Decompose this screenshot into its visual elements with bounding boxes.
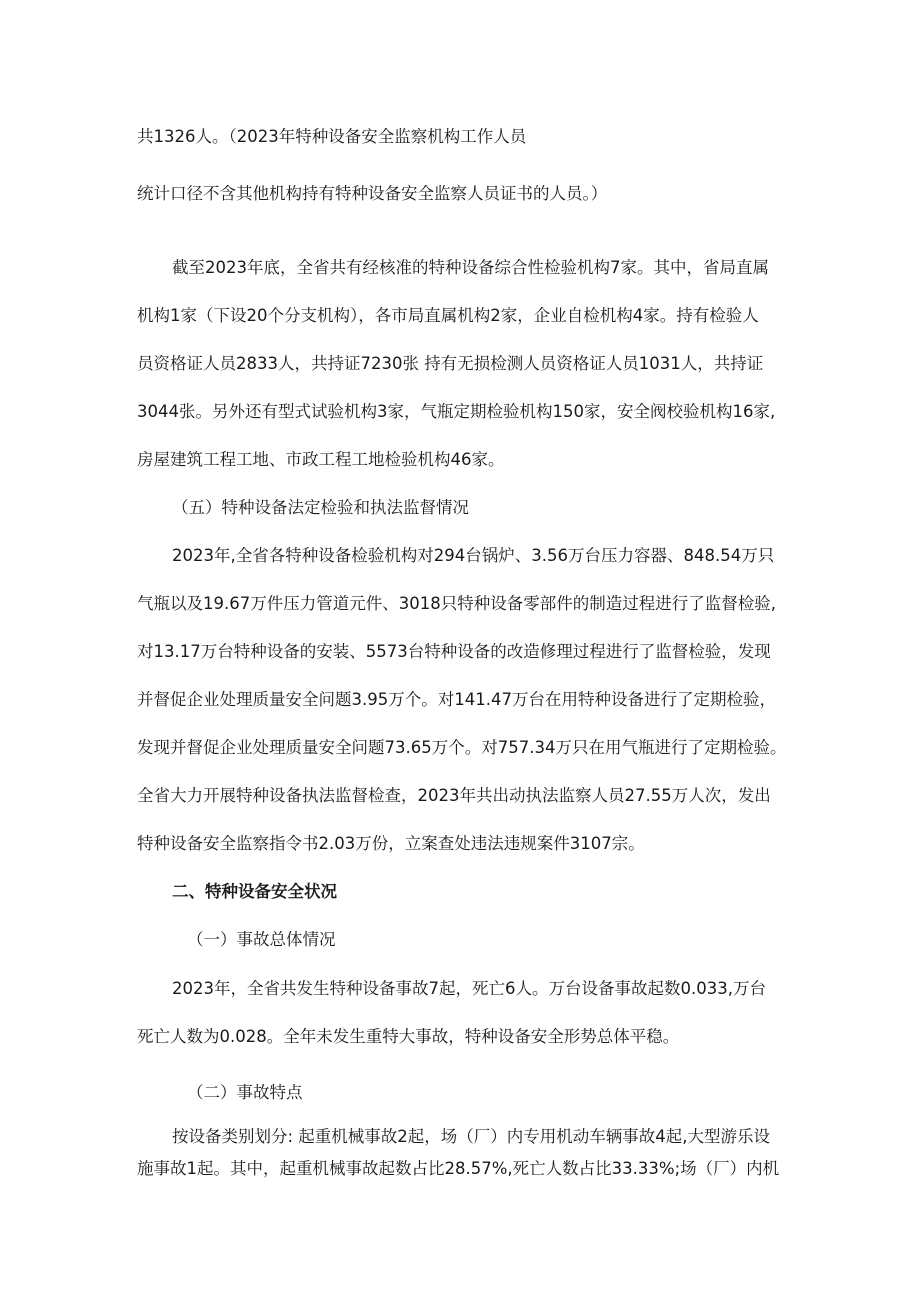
institutions-line-1: 截至2023年底，全省共有经核准的特种设备综合性检验机构7家。其中，省局直属 xyxy=(172,258,769,277)
section-5-line-4: 并督促企业处理质量安全问题3.95万个。对141.47万台在用特种设备进行了定期检验， xyxy=(137,690,776,709)
intro-line-2: 统计口径不含其他机构持有特种设备安全监察人员证书的人员。） xyxy=(137,184,608,203)
institutions-line-2: 机构1家（下设20个分支机构），各市局直属机构2家，企业自检机构4家。持有检验人 xyxy=(137,306,759,325)
section-5-line-3: 对13.17万台特种设备的安装、5573台特种设备的改造修理过程进行了监督检验，发现 xyxy=(137,642,771,661)
chapter-2-heading: 二、特种设备安全状况 xyxy=(172,882,337,901)
section-5-line-5: 发现并督促企业处理质量安全问题73.65万个。对757.34万只在用气瓶进行了定期检验。 xyxy=(137,738,787,757)
subsection-2-line-1: 按设备类别划分: 起重机械事故2起，场（厂）内专用机动车辆事故4起,大型游乐设 xyxy=(172,1127,771,1146)
subsection-1-line-1: 2023年，全省共发生特种设备事故7起，死亡6人。万台设备事故起数0.033,万台 xyxy=(172,979,766,998)
institutions-line-4: 3044张。另外还有型式试验机构3家，气瓶定期检验机构150家，安全阀校验机构16家, xyxy=(137,402,776,421)
institutions-line-3: 员资格证人员2833人，共持证7230张 持有无损检测人员资格证人员1031人，共持证 xyxy=(137,354,764,373)
subsection-1-line-2: 死亡人数为0.028。全年未发生重特大事故，特种设备安全形势总体平稳。 xyxy=(137,1027,680,1046)
institutions-line-5: 房屋建筑工程工地、市政工程工地检验机构46家。 xyxy=(137,450,505,469)
subsection-2-line-2: 施事故1起。其中，起重机械事故起数占比28.57%,死亡人数占比33.33%;场（厂）内机 xyxy=(137,1159,780,1178)
intro-line-1: 共1326人。（2023年特种设备安全监察机构工作人员 xyxy=(137,127,527,146)
section-5-heading: （五）特种设备法定检验和执法监督情况 xyxy=(172,498,469,517)
section-5-line-7: 特种设备安全监察指令书2.03万份，立案查处违法违规案件3107宗。 xyxy=(137,834,645,853)
subsection-2-heading: （二）事故特点 xyxy=(187,1083,303,1102)
subsection-1-heading: （一）事故总体情况 xyxy=(187,930,336,949)
section-5-line-6: 全省大力开展特种设备执法监督检查，2023年共出动执法监察人员27.55万人次，发出 xyxy=(137,786,771,805)
section-5-line-1: 2023年,全省各特种设备检验机构对294台锅炉、3.56万台压力容器、848.54万只 xyxy=(172,546,775,565)
section-5-line-2: 气瓶以及19.67万件压力管道元件、3018只特种设备零部件的制造过程进行了监督检验, xyxy=(137,594,776,613)
